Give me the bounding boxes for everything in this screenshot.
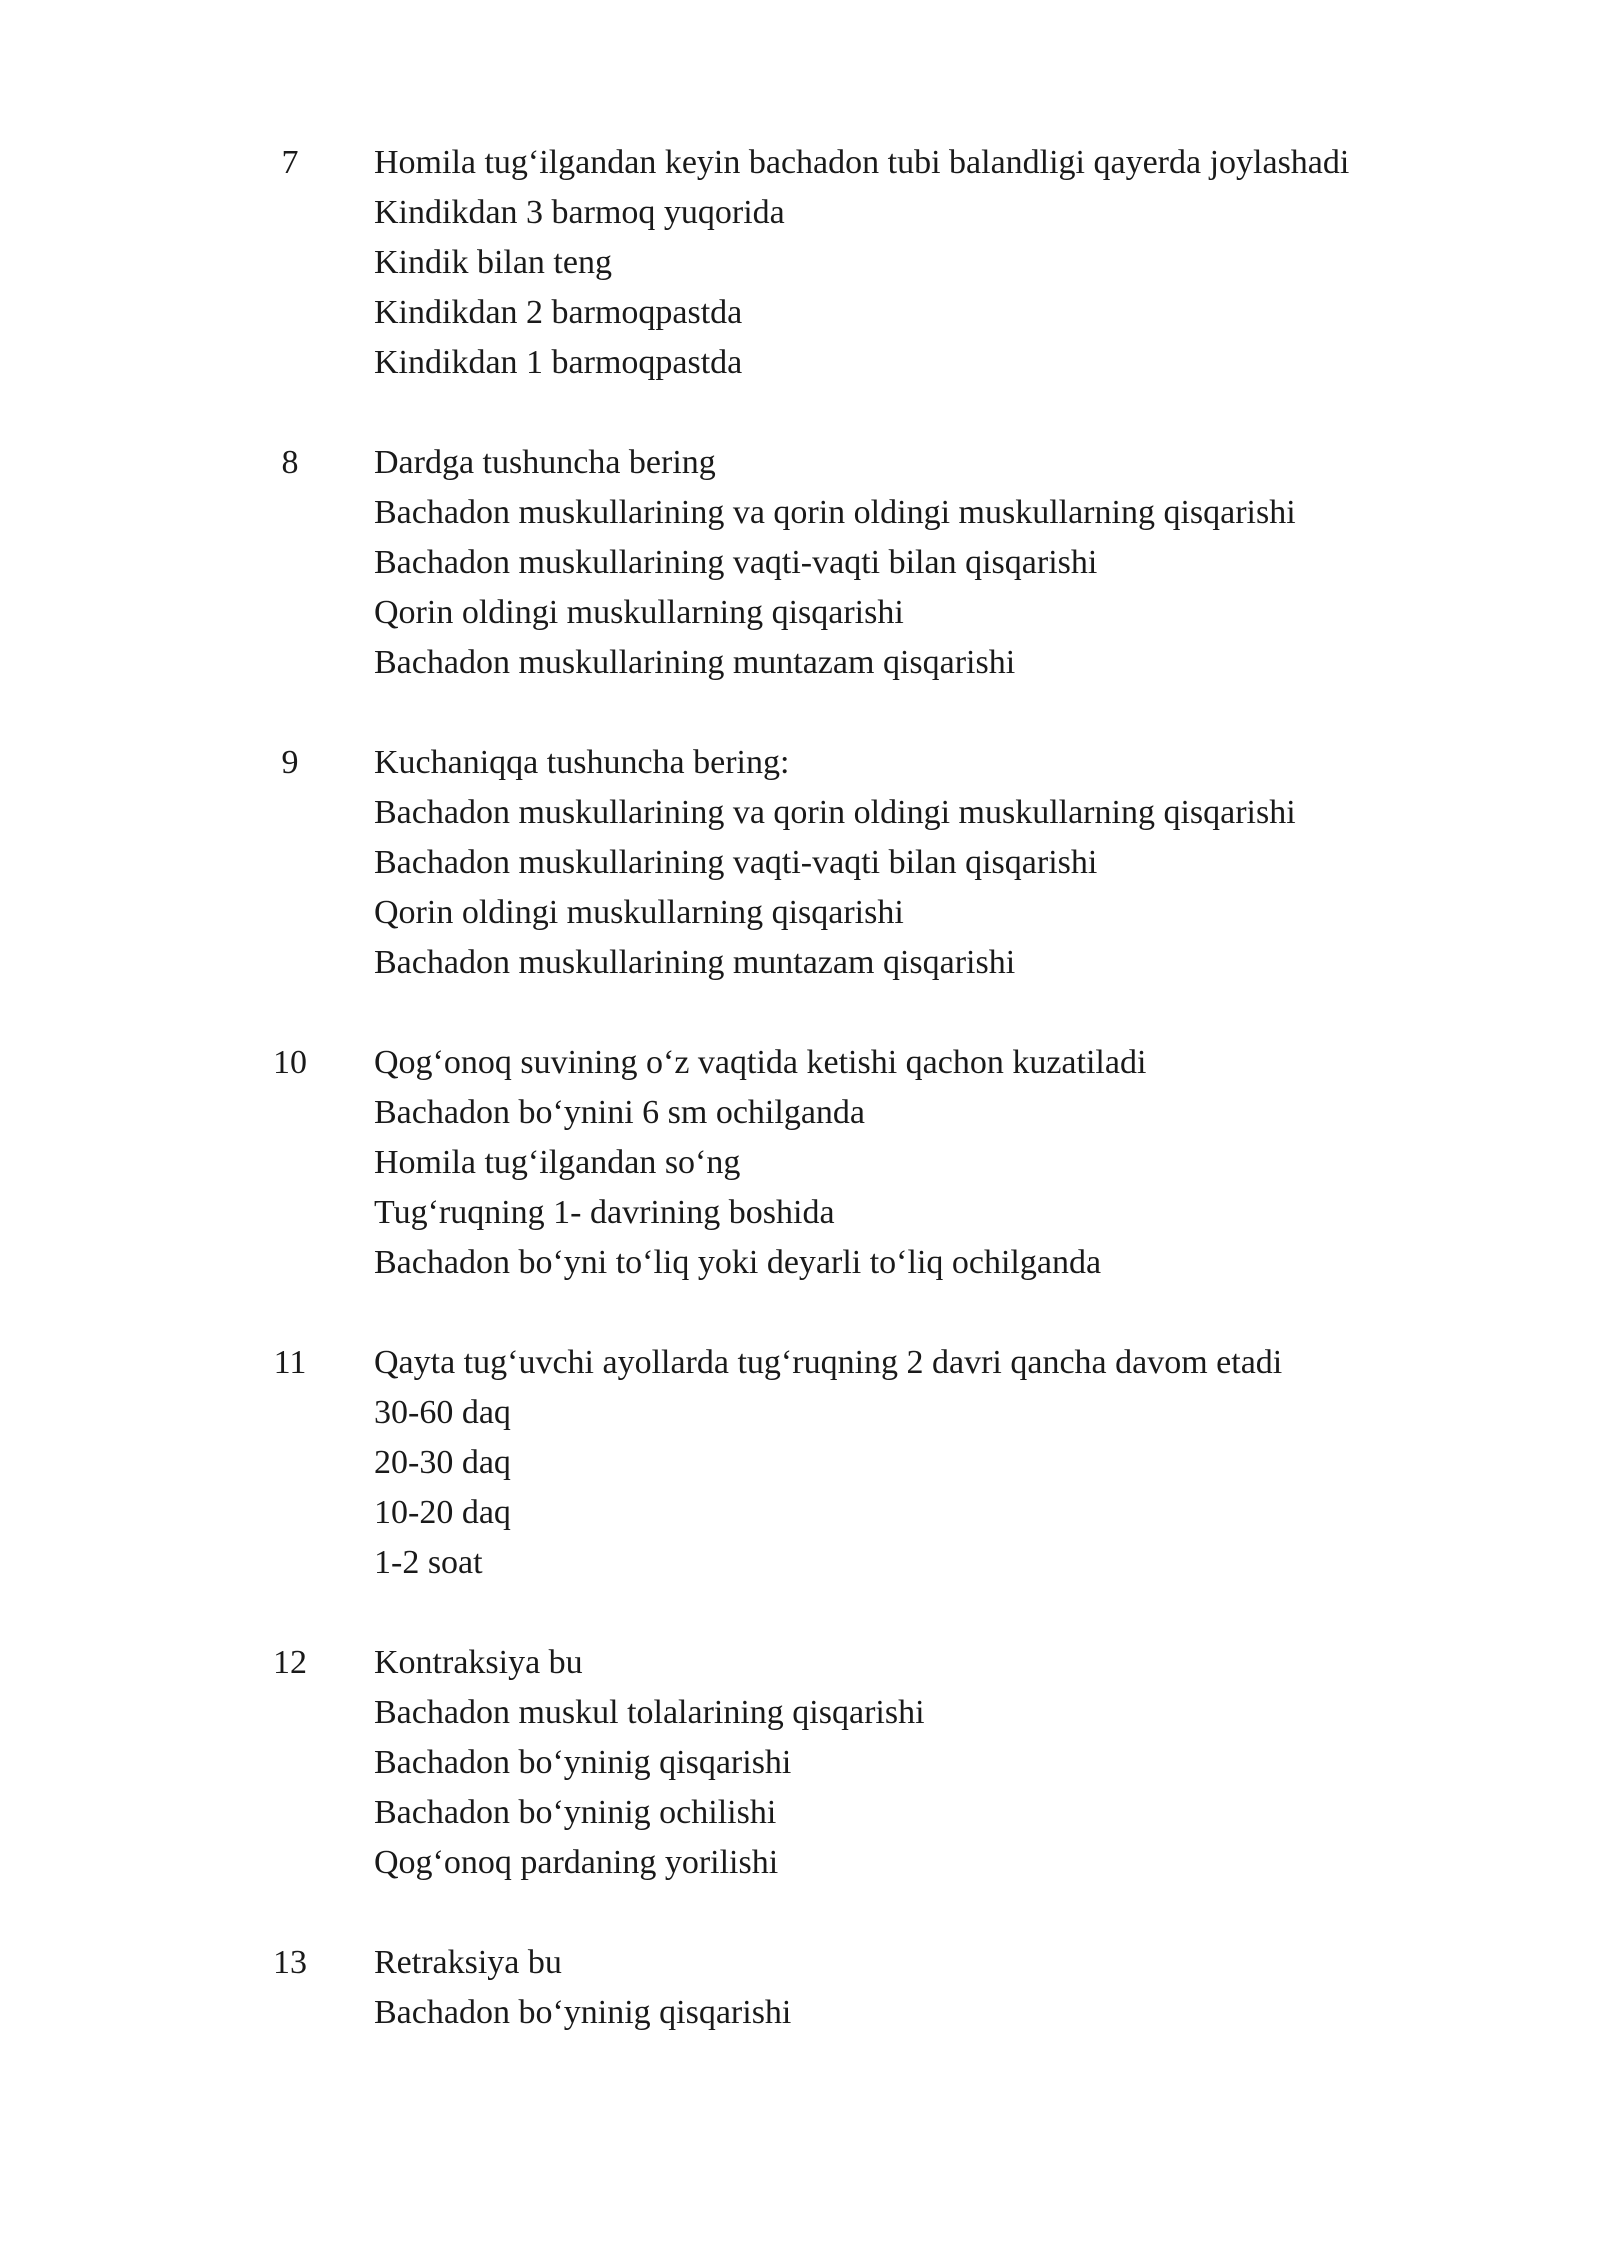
question-text: Qog‘onoq suvining o‘z vaqtida ketishi qachon kuzatiladi [374,1044,1147,1081]
answer-option: Bachadon muskullarining va qorin oldingi muskullarning qisqarishi [374,794,1296,831]
answer-option: 1-2 soat [374,1544,483,1581]
answer-option: Tug‘ruqning 1- davrining boshida [374,1194,835,1231]
answer-option: Bachadon bo‘ynini 6 sm ochilganda [374,1094,866,1131]
question-text: Qayta tug‘uvchi ayollarda tug‘ruqning 2 davri qancha davom etadi [374,1344,1283,1381]
answer-option: Bachadon muskullarining va qorin oldingi muskullarning qisqarishi [374,494,1296,531]
question-9 [0,738,1600,988]
question-number: 13 [273,1944,307,1981]
answer-option: 20-30 daq [374,1444,511,1481]
question-number: 12 [273,1644,307,1681]
answer-option: Bachadon bo‘yninig qisqarishi [374,1994,792,2031]
question-number: 7 [281,144,299,181]
question-number: 10 [273,1044,307,1081]
answer-option: Bachadon muskullarining muntazam qisqarishi [374,644,1016,681]
question-11 [0,1338,1600,1588]
answer-option: Homila tug‘ilgandan so‘ng [374,1144,741,1181]
question-body [374,1638,1600,1888]
answer-option: Qog‘onoq pardaning yorilishi [374,1844,779,1881]
question-body [374,1338,1600,1588]
answer-option: 30-60 daq [374,1394,511,1431]
question-text: Dardga tushuncha bering [374,444,716,481]
question-7 [0,138,1600,388]
answer-option: Kindikdan 3 barmoq yuqorida [374,194,785,231]
question-number: 8 [281,444,299,481]
question-text: Kuchaniqqa tushuncha bering: [374,744,790,781]
answer-option: Bachadon bo‘yni to‘liq yoki deyarli to‘liq ochilganda [374,1244,1102,1281]
question-body [374,738,1600,988]
question-number: 9 [281,744,299,781]
answer-option: Bachadon bo‘yninig ochilishi [374,1794,777,1831]
answer-option: 10-20 daq [374,1494,511,1531]
answer-option: Kindikdan 1 barmoqpastda [374,344,743,381]
question-number: 11 [273,1344,307,1381]
question-8 [0,438,1600,688]
question-body [374,1938,1600,2038]
question-body [374,1038,1600,1288]
question-text: Homila tug‘ilgandan keyin bachadon tubi balandligi qayerda joylashadi [374,144,1350,181]
question-body [374,438,1600,688]
answer-option: Bachadon bo‘yninig qisqarishi [374,1744,792,1781]
question-12 [0,1638,1600,1888]
answer-option: Kindik bilan teng [374,244,612,281]
question-body [374,138,1600,388]
answer-option: Bachadon muskullarining muntazam qisqarishi [374,944,1016,981]
answer-option: Bachadon muskul tolalarining qisqarishi [374,1694,925,1731]
answer-option: Bachadon muskullarining vaqti-vaqti bilan qisqarishi [374,544,1098,581]
question-13 [0,1938,1600,2038]
question-10 [0,1038,1600,1288]
answer-option: Qorin oldingi muskullarning qisqarishi [374,594,904,631]
answer-option: Bachadon muskullarining vaqti-vaqti bilan qisqarishi [374,844,1098,881]
question-text: Retraksiya bu [374,1944,562,1981]
document-page [0,138,1600,2088]
question-text: Kontraksiya bu [374,1644,583,1681]
answer-option: Kindikdan 2 barmoqpastda [374,294,743,331]
answer-option: Qorin oldingi muskullarning qisqarishi [374,894,904,931]
